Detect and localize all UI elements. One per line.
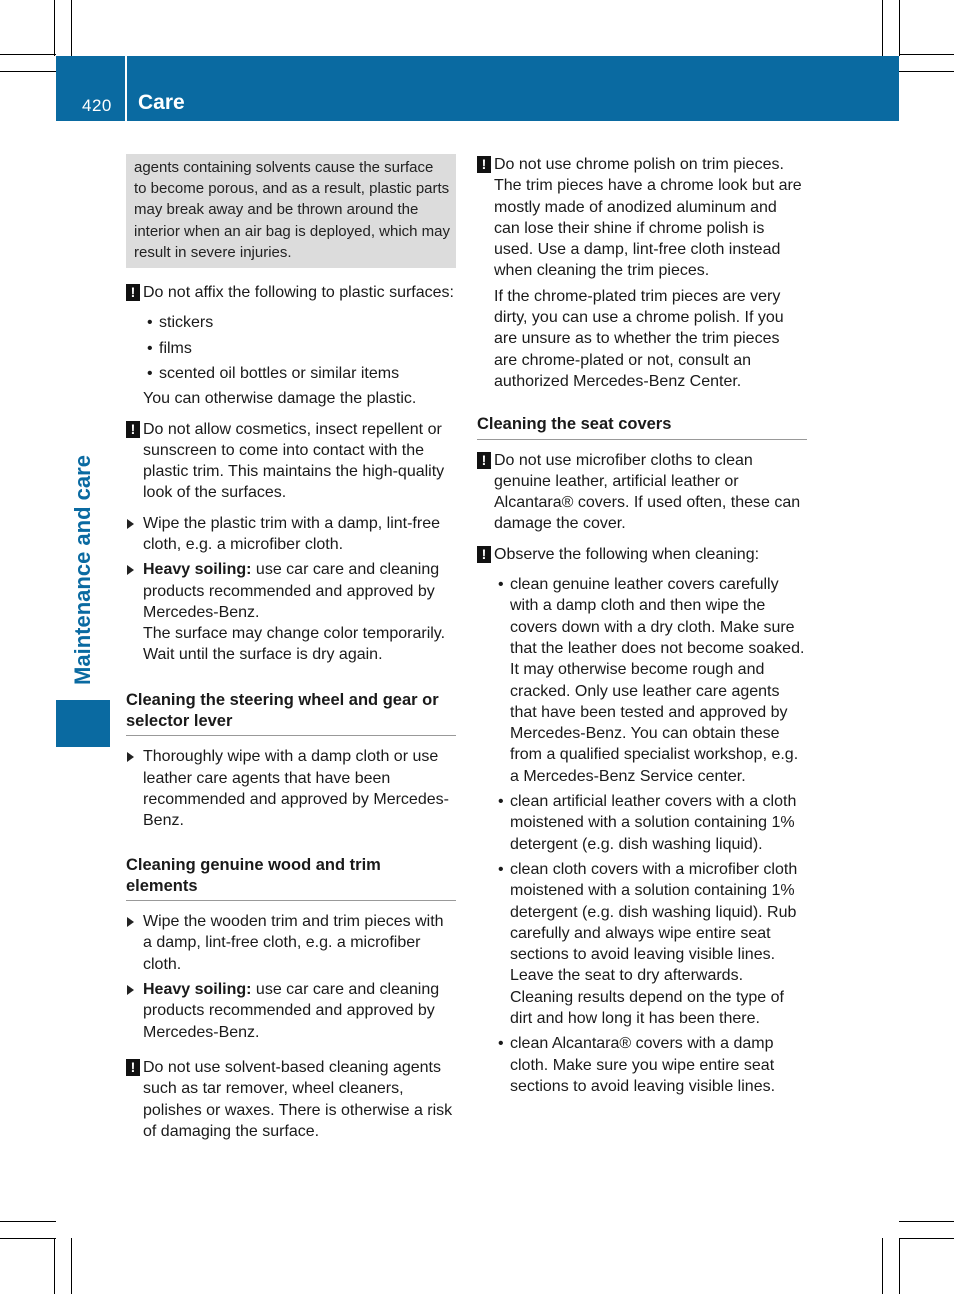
instruction-step: [126, 979, 456, 1043]
crop-mark: [54, 0, 55, 56]
crop-mark: [0, 71, 56, 72]
step-text: use car care and cleaning products recommended and approved by Mercedes-Benz.: [143, 561, 440, 621]
notice-text: Do not use solvent-based cleaning agents such as tar remover, wheel cleaners, polishes or waxes. There is otherwise a risk of damaging the surface.: [143, 1058, 453, 1140]
step-emphasis: Heavy soiling:: [143, 561, 252, 579]
header-bar: [56, 56, 899, 121]
list-item: • films: [143, 338, 456, 359]
notice: [477, 450, 807, 535]
left-column: [126, 154, 456, 1151]
paragraph: If the chrome-plated trim pieces are very dirty, you can use a chrome polish. If you are unsure as to whether the trim pieces are chrome-plated or not, consult an authorized Mercedes-Benz Center.: [494, 287, 784, 390]
crop-mark: [899, 54, 954, 55]
list-item: • clean artificial leather covers with a cloth moistened with a solution containing 1% detergent (e.g. dish washing liquid).: [494, 791, 807, 855]
header-divider: [125, 56, 127, 121]
instruction-step: [126, 911, 456, 975]
side-tab-marker: [56, 700, 110, 747]
notice: [477, 154, 807, 282]
warning-box: agents containing solvents cause the surface to become porous, and as a result, plastic parts may break away and be thrown around the interior when an air bag is deployed, which may result in severe injuries.: [126, 154, 456, 268]
section-title: Care: [138, 91, 185, 114]
list-item: • clean cloth covers with a microfiber cloth moistened with a solution containing 1% detergent (e.g. dish washing liquid). Rub carefully and always wipe entire seat sections to avoid leaving visible lines. Leave the seat to dry afterwards. Cleaning results depend on the type of dirt and how long it has been there.: [494, 859, 807, 1029]
crop-mark: [899, 1238, 900, 1294]
crop-mark: [882, 0, 883, 56]
notice: [126, 1057, 456, 1142]
notice-text: Observe the following when cleaning:: [494, 545, 760, 563]
crop-mark: [899, 1238, 954, 1239]
step-text: Wipe the plastic trim with a damp, lint-free cloth, e.g. a microfiber cloth.: [143, 514, 440, 553]
list-item: • clean genuine leather covers carefully with a damp cloth and then wipe the covers down with a dry cloth. Make sure that the leather does not become soaked. It may otherwise become rough and cracked. Only use leather care agents that have been tested and approved by Mercedes-Benz. You can obtain these from a qualified specialist workshop, e.g. a Mercedes-Benz Service center.: [494, 574, 807, 787]
notice-text: Do not allow cosmetics, insect repellent or sunscreen to come into contact with the plastic trim. This maintains the high-quality look of the surfaces.: [143, 420, 445, 502]
instruction-step: [126, 746, 456, 831]
list-item: • scented oil bottles or similar items: [143, 363, 456, 384]
crop-mark: [71, 0, 72, 56]
arrow-right-icon: [127, 565, 134, 575]
list-item: • clean Alcantara® covers with a damp cloth. Make sure you wipe entire seat sections to avoid leaving visible lines.: [494, 1033, 807, 1097]
exclamation-icon: !: [126, 421, 140, 438]
exclamation-icon: !: [477, 156, 491, 173]
section-heading: Cleaning the steering wheel and gear or selector lever: [126, 690, 456, 737]
notice-text: Do not affix the following to plastic surfaces:: [143, 284, 454, 302]
notice-text: Do not use chrome polish on trim pieces. The trim pieces have a chrome look but are mostly made of anodized aluminum and can lose their shine if chrome polish is used. Use a damp, lint-free cloth instead when cleaning the trim pieces.: [494, 156, 802, 280]
arrow-right-icon: [127, 917, 134, 927]
arrow-right-icon: [127, 752, 134, 762]
bullet-list: [477, 574, 807, 1097]
section-heading: Cleaning genuine wood and trim elements: [126, 855, 456, 902]
step-emphasis: Heavy soiling:: [143, 981, 252, 999]
bullet-list: [126, 312, 456, 384]
notice: [477, 544, 807, 565]
crop-mark: [882, 1238, 883, 1294]
exclamation-icon: !: [126, 284, 140, 301]
crop-mark: [54, 1238, 55, 1294]
instruction-step: [126, 559, 456, 665]
notice: [126, 419, 456, 504]
arrow-right-icon: [127, 985, 134, 995]
notice-text: Do not use microfiber cloths to clean genuine leather, artificial leather or Alcantara® covers. If used often, these can damage the cover.: [494, 451, 801, 533]
crop-mark: [899, 1221, 954, 1222]
right-column: [477, 154, 807, 1101]
crop-mark: [0, 1221, 56, 1222]
section-heading: Cleaning the seat covers: [477, 414, 807, 439]
crop-mark: [899, 0, 900, 56]
step-text: Wipe the wooden trim and trim pieces with a damp, lint-free cloth, e.g. a microfiber cloth.: [143, 913, 444, 973]
step-text: use car care and cleaning products recommended and approved by Mercedes-Benz.: [143, 981, 440, 1041]
step-note: The surface may change color temporarily. Wait until the surface is dry again.: [143, 625, 446, 664]
exclamation-icon: !: [477, 452, 491, 469]
list-item: • stickers: [143, 312, 456, 333]
page-number: 420: [82, 96, 112, 115]
exclamation-icon: !: [477, 546, 491, 563]
notice-followup: You can otherwise damage the plastic.: [143, 390, 417, 408]
instruction-step: [126, 513, 456, 556]
arrow-right-icon: [127, 519, 134, 529]
notice: [126, 282, 456, 303]
exclamation-icon: !: [126, 1059, 140, 1076]
crop-mark: [0, 1238, 56, 1239]
crop-mark: [0, 54, 56, 55]
step-text: Thoroughly wipe with a damp cloth or use leather care agents that have been recommended and approved by Mercedes-Benz.: [143, 748, 449, 830]
side-tab-label: Maintenance and care: [70, 455, 95, 685]
crop-mark: [71, 1238, 72, 1294]
crop-mark: [899, 71, 954, 72]
